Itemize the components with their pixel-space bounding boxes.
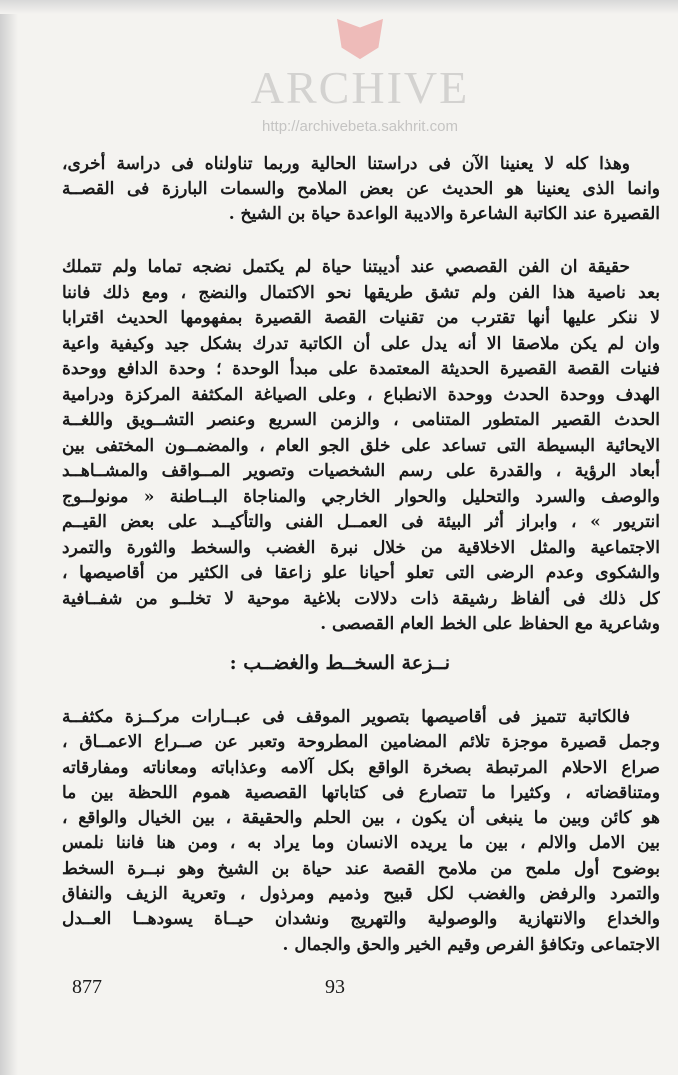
text-line: كل ذلك فى ألفاظ رشيقة ذات دلالات بلاغية موحية لا تخلــو من شفــافية [62, 588, 660, 609]
watermark-url: http://archivebeta.sakhrit.com [262, 118, 458, 135]
text-line: أبعاد الرؤية ، والقدرة على رسم الشخصيات وتصوير المــواقف والمشــاهــد [62, 461, 660, 481]
paragraph-2 [62, 255, 660, 638]
text-line: والوصف والسرد والتحليل والحوار الخارجي والمناجاة البــاطنة « مونولــوج [62, 486, 660, 507]
text-line: وان لم يكن ملاصقا الا أنه يدل على أن الكاتبة تدرك بشكل جيد وكيفية واعية [62, 333, 660, 354]
text-line: صراع الاحلام المرتبطة بصخرة الواقع بكل آلامه وعذاباته ومعاناته ومفارقاته [62, 757, 660, 778]
text-line: وشاعرية مع الحفاظ على الخط العام القصصى . [320, 614, 660, 634]
page-number: 93 [325, 976, 345, 998]
text-line: ومتناقضاته ، وكثيرا ما تتصارع فى كتاباتها القصصية هموم اللحظة بين ما [62, 782, 660, 803]
text-line: والخداع والانتهازية والوصولية والتهريج ونشدان حيــاة يسودهــا العــدل [62, 909, 660, 930]
text-line: وانما الذى يعنينا هو الحديث عن بعض الملامح والسمات البارزة فى القصــة [62, 179, 660, 199]
book-logo-icon [330, 16, 390, 62]
text-line: هو كائن وبين ما ينبغى أن يكون ، بين الحلم والحقيقة ، بين الخيال والواقع ، [62, 808, 660, 829]
archive-watermark [170, 16, 550, 142]
paragraph-3 [62, 705, 660, 958]
text-line: بعد ناصية هذا الفن ولم تشق طريقها نحو الاكتمال والنضج ، ومع ذلك فاننا [62, 282, 660, 303]
text-line: القصيرة عند الكاتبة الشاعرة والاديبة الواعدة حياة بن الشيخ . [228, 204, 660, 224]
watermark-text: ARCHIVE [250, 62, 470, 113]
text-line: حقيقة ان الفن القصصي عند أديبتنا حياة لم يكتمل نضجه تماما ولم تتملك [62, 257, 630, 277]
archive-number: 877 [72, 976, 102, 998]
text-line: والشكوى وعدم الرضى التى تعلو أحيانا علو زاعقا فى الكثير من أقاصيصها ، [62, 563, 660, 583]
text-line: بوضوح أول ملمح من ملامح القصة عند حياة بن الشيخ وهو نبــرة السخط [62, 858, 660, 879]
text-line: وهذا كله لا يعنينا الآن فى دراستنا الحالية وربما تناولناه فى دراسة أخرى، [62, 154, 630, 174]
text-line: الايحائية البسيطة التى تساعد على خلق الجو العام ، والمضمــون المختفى بين [62, 435, 660, 456]
text-line: الاجتماعية والمثل الاخلاقية من خلال نبرة الغضب والسخط والثورة والتمرد [62, 537, 660, 558]
text-line: الاجتماعى وتكافؤ الفرص وقيم الخير والحق والجمال . [282, 934, 660, 955]
text-line: والتمرد والرفض والغضب لكل قبيح وذميم ومرذول ، وتعرية الزيف والنفاق [62, 884, 660, 905]
text-line: الحدث القصير المتطور المتنامى ، والزمن السريع وعنصر التشــويق واللغــة [62, 410, 660, 430]
text-line: لا ننكر عليها أنها تقترب من تقنيات القصة القصيرة بمفهومها الحديث اقترابا [62, 308, 660, 328]
text-line: فالكاتبة تتميز فى أقاصيصها بتصوير الموقف فى عبــارات مركــزة مكثفــة [62, 707, 630, 727]
text-line: بين الامل والالم ، بين ما يريده الانسان وما يراد به ، ومن هنا فاننا نلمس [62, 833, 660, 854]
paragraph-1 [62, 152, 660, 227]
text-line: فنيات القصة القصيرة الحديثة المعتمدة على مبدأ الوحدة ؛ وحدة الدافع ووحدة [62, 359, 660, 379]
scan-edge-left [0, 0, 18, 1075]
section-heading: نــزعة السخــط والغضــب : [229, 652, 450, 674]
text-line: وجمل قصيرة موجزة تلائم المضامين المطروحة وتعبر عن صــراع الاعمــاق ، [62, 732, 660, 753]
scan-edge-top [0, 0, 678, 14]
text-line: انتريور » ، وابراز أثر البيئة فى العمــل الفنى والتأكيــد على بعض القيــم [62, 512, 660, 532]
text-line: الهدف ووحدة الحدث ووحدة الانطباع ، وعلى الصياغة المكثفة المركزة ودرامية [62, 384, 660, 405]
